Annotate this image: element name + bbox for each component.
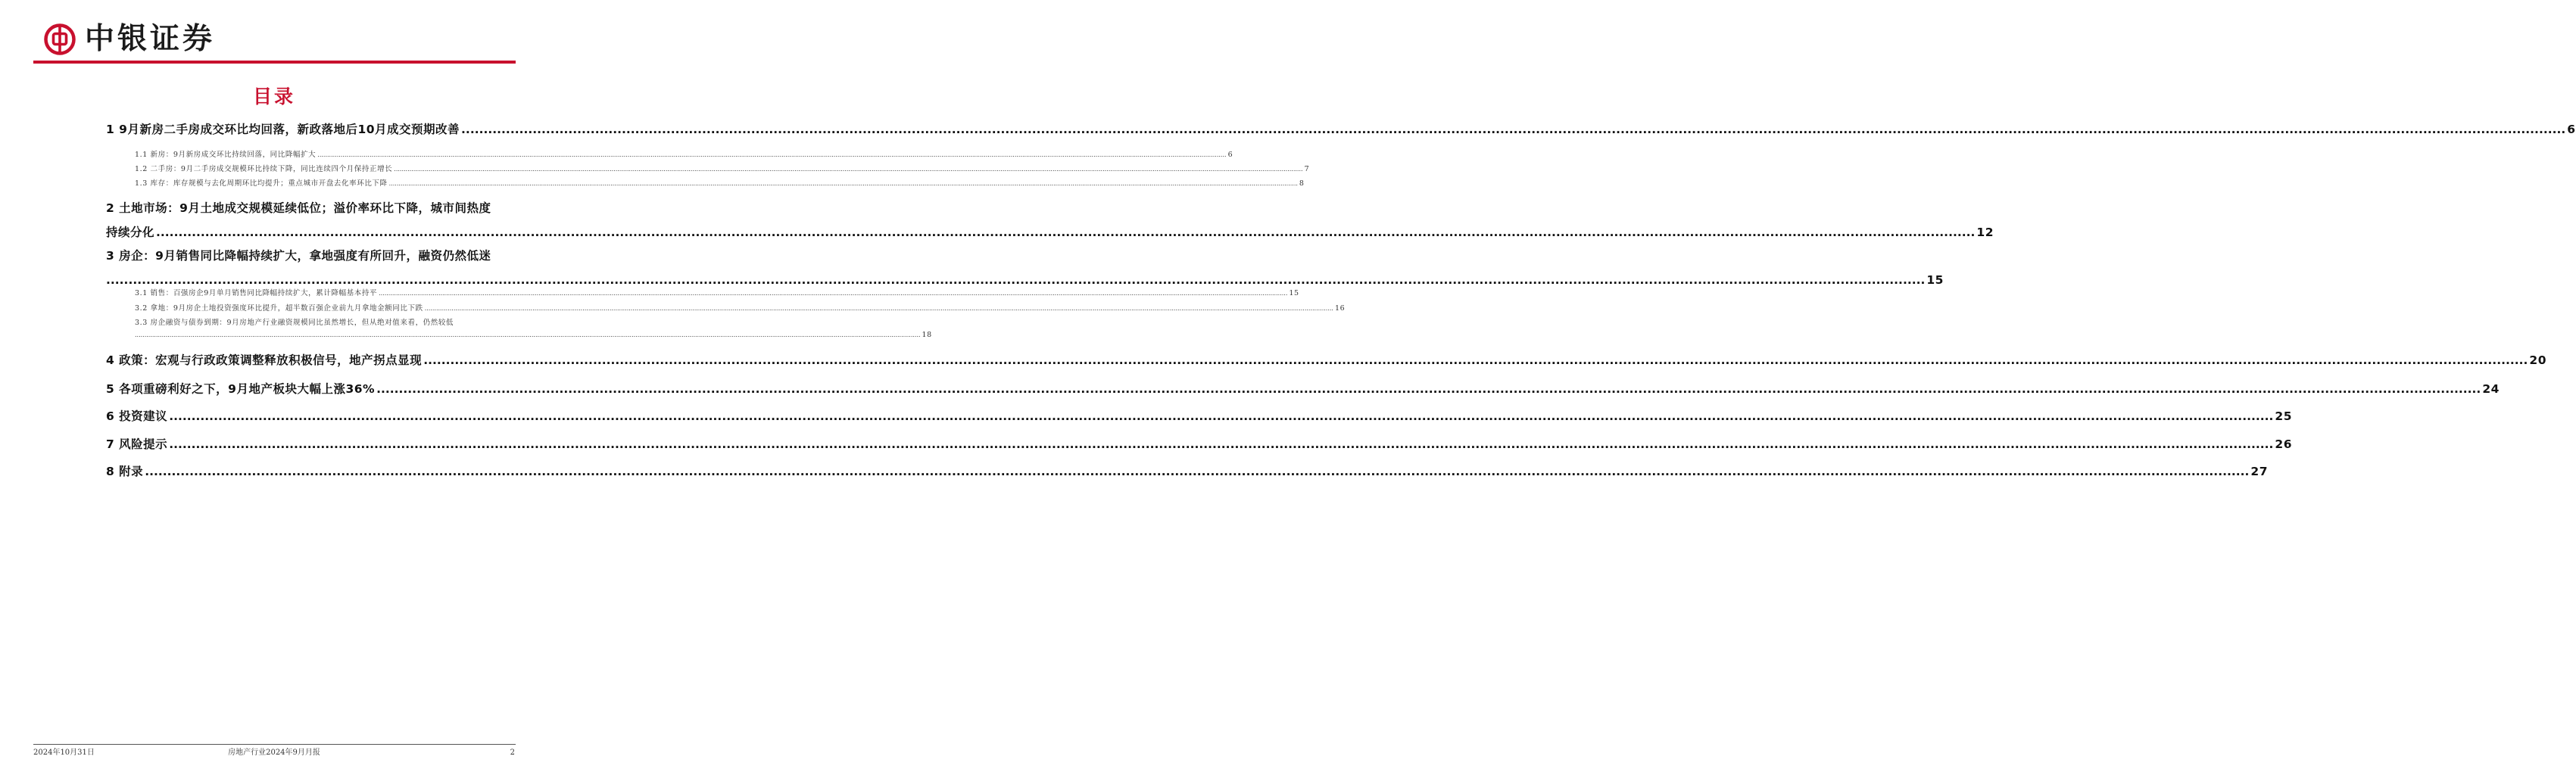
- bank-of-china-logo-icon: [44, 23, 76, 55]
- toc-page-number: 27: [2250, 465, 2268, 478]
- toc-leader-dots: [461, 121, 2565, 138]
- toc-page-number: 12: [1976, 226, 1994, 239]
- toc-entry-text: 1.1 新房：9月新房成交环比持续回落，同比降幅扩大: [135, 151, 317, 159]
- toc-entry-text: 1.2 二手房：9月二手房成交规模环比持续下降，同比连续四个月保持正增长: [135, 165, 393, 173]
- toc-entry-text: 2 土地市场：9月土地成交规模延续低位；溢价率环比下降，城市间热度: [106, 201, 491, 215]
- toc-entry-text: 3.2 拿地：9月房企土地投资强度环比提升，超半数百强企业前九月拿地金额同比下跌: [135, 304, 423, 313]
- toc-leader-dots: [156, 224, 1975, 241]
- toc-leader-dots: [106, 272, 1925, 288]
- toc-entry-text: 5 各项重磅利好之下，9月地产板块大幅上涨36%: [106, 382, 376, 396]
- toc-entry-line2: [106, 272, 1944, 288]
- toc-leader-dots: [169, 436, 2273, 453]
- toc-entry-4[interactable]: [106, 352, 2546, 369]
- header-divider: [33, 61, 516, 64]
- toc-leader-dots: [376, 381, 2481, 397]
- toc-entry-8[interactable]: [106, 463, 2268, 480]
- toc-entry-1[interactable]: [106, 121, 2576, 138]
- toc-leader-dots: [135, 330, 921, 341]
- footer-divider: [33, 744, 516, 745]
- page-title: 目录: [252, 86, 295, 107]
- toc-entry-1-2[interactable]: [135, 164, 1310, 175]
- toc-entry-1-1[interactable]: [135, 150, 1233, 160]
- toc-entry-5[interactable]: [106, 381, 2500, 397]
- footer-date: 2024年10月31日: [33, 749, 95, 757]
- toc-page-number: 24: [2482, 382, 2500, 396]
- toc-entry-text: 1.3 库存：库存规模与去化周期环比均提升；重点城市开盘去化率环比下降: [135, 179, 388, 188]
- toc-entry-3[interactable]: [106, 247, 1944, 288]
- toc-page-number: 7: [1304, 165, 1310, 173]
- toc-entry-text: 1 9月新房二手房成交环比均回落，新政落地后10月成交预期改善: [106, 123, 460, 136]
- toc-page-number: 20: [2529, 353, 2546, 367]
- toc-entry-text: 6 投资建议: [106, 409, 168, 423]
- toc-entry-text: 3.1 销售：百强房企9月单月销售同比降幅持续扩大，累计降幅基本持平: [135, 289, 378, 297]
- toc-page-number: 15: [1926, 273, 1944, 287]
- footer-page-number: 2: [510, 749, 515, 757]
- toc-page-number: 18: [922, 331, 932, 339]
- toc-entry-text-continued: 持续分化: [106, 226, 155, 239]
- toc-leader-dots: [389, 179, 1298, 189]
- toc-leader-dots: [423, 352, 2528, 369]
- toc-leader-dots: [169, 408, 2273, 425]
- toc-entry-line2: [135, 330, 932, 341]
- toc-entry-3-1[interactable]: [135, 288, 1299, 299]
- toc-entry-line2: [106, 224, 1994, 241]
- toc-leader-dots: [379, 288, 1287, 299]
- toc-entry-7[interactable]: [106, 436, 2292, 453]
- toc-leader-dots: [317, 150, 1226, 160]
- toc-page-number: 6: [2567, 123, 2576, 136]
- toc-page-number: 25: [2275, 409, 2292, 423]
- toc-leader-dots: [394, 164, 1302, 175]
- toc-page-number: 6: [1227, 151, 1233, 159]
- toc-entry-6[interactable]: [106, 408, 2292, 425]
- toc-entry-3-2[interactable]: [135, 303, 1346, 314]
- page-header: [0, 0, 548, 68]
- toc-page-number: 16: [1334, 304, 1346, 313]
- toc-page-number: 15: [1289, 289, 1299, 297]
- brand-name: 中银证券: [85, 22, 216, 56]
- toc-page-number: 26: [2275, 437, 2292, 451]
- toc-entry-text: 8 附录: [106, 465, 144, 478]
- toc-entry-1-3[interactable]: [135, 179, 1305, 189]
- toc-entry-3-3[interactable]: [135, 318, 932, 341]
- toc-page-number: 8: [1299, 179, 1305, 188]
- toc-leader-dots: [145, 463, 2249, 480]
- toc-entry-text: 3 房企：9月销售同比降幅持续扩大，拿地强度有所回升，融资仍然低迷: [106, 249, 491, 263]
- toc-leader-dots: [425, 303, 1333, 314]
- footer-report-name: 房地产行业2024年9月月报: [228, 749, 320, 757]
- toc-entry-text: 4 政策：宏观与行政政策调整释放积极信号，地产拐点显现: [106, 353, 423, 367]
- toc-entry-text: 7 风险提示: [106, 437, 168, 451]
- toc-entry-text: 3.3 房企融资与债券到期：9月房地产行业融资规模同比虽然增长，但从绝对值来看，仍然较低: [135, 319, 454, 327]
- toc-entry-2[interactable]: [106, 200, 1994, 241]
